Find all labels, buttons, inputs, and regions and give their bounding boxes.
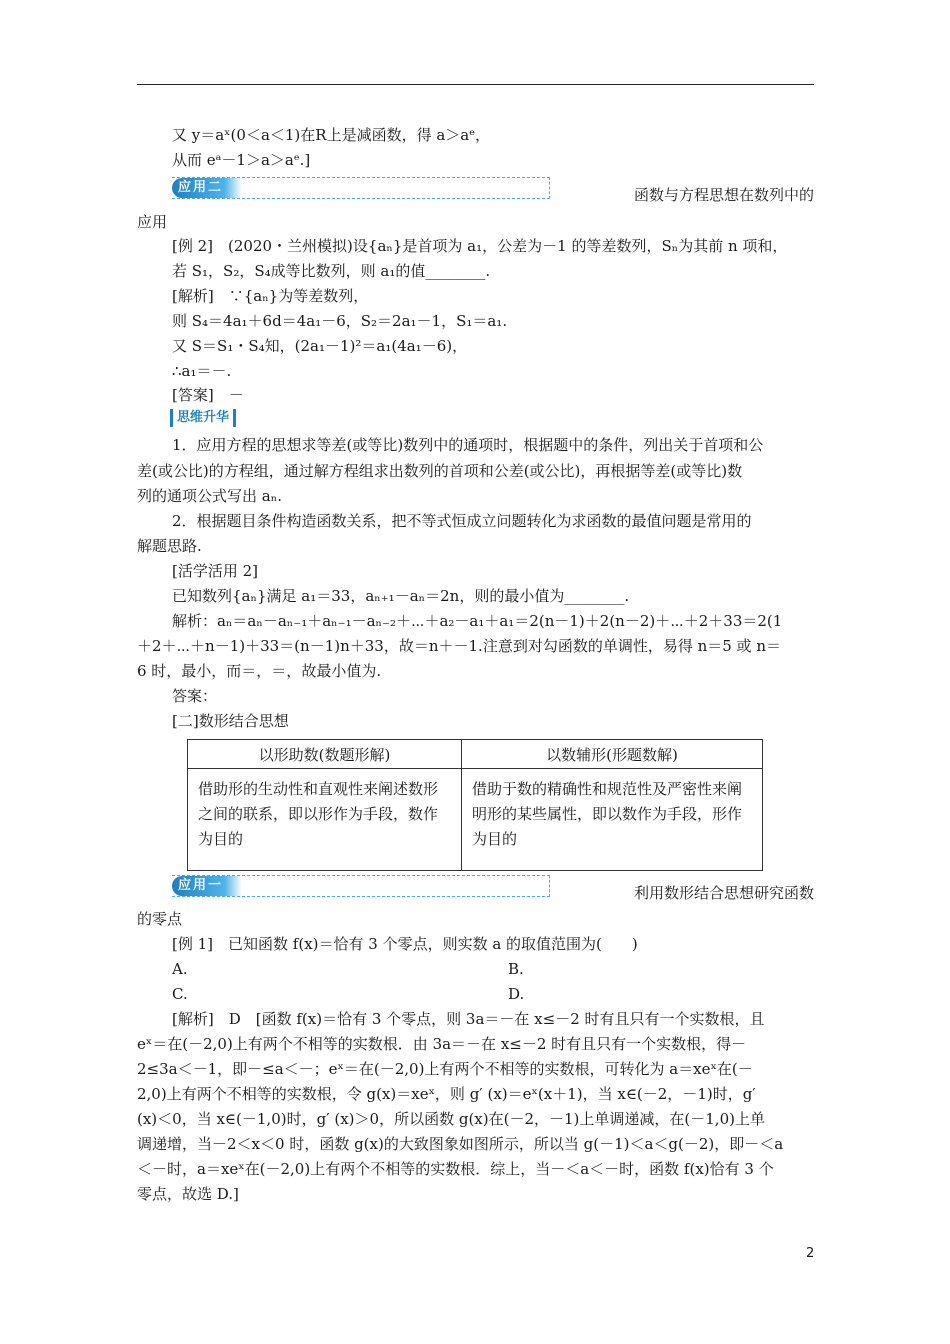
solution-line: 2≤3a＜－1，即－≤a＜－；eˣ＝在(－2,0)上有两个不相等的实数根，可转化为 a＝xeˣ在(－ — [137, 1060, 753, 1078]
application-title: 利用数形结合思想研究函数 — [633, 884, 814, 902]
option-a: A. — [172, 960, 188, 978]
table-cell: 借助形的生动性和直观性来阐述数形之间的联系，即以形作为手段，数作为目的 — [188, 769, 462, 871]
option-c: C. — [172, 985, 188, 1003]
example-line: 若 S₁，S₂，S₄成等比数列，则 a₁的值________. — [172, 262, 491, 280]
solution-line: 又 S＝S₁・S₄知，(2a₁－1)²＝a₁(4a₁－6)， — [172, 337, 468, 355]
solution-line: [解析] ∵{aₙ}为等差数列， — [172, 287, 369, 305]
text-line: 从而 eᵃ－1＞a＞aᵉ.] — [172, 151, 311, 169]
practice-line: 6 时，最小，而＝，＝，故最小值为. — [137, 662, 382, 680]
application-title: 函数与方程思想在数列中的 — [633, 186, 814, 204]
header-rule — [137, 84, 814, 85]
section-heading: [二]数形结合思想 — [172, 712, 289, 730]
table-header: 以形助数(数题形解) — [188, 740, 462, 769]
table-cell: 借助于数的精确性和规范性及严密性来阐明形的某些属性，即以数作为手段，形作为目的 — [461, 769, 762, 871]
solution-line: eˣ＝在(－2,0)上有两个不相等的实数根．由 3a＝－在 x≤－2 时有且只有一个实数根，得－ — [137, 1035, 747, 1053]
page-number: 2 — [806, 1246, 815, 1261]
table-header: 以数辅形(形题数解) — [461, 740, 762, 769]
summary-line: 1．应用方程的思想求等差(或等比)数列中的通项时，根据题中的条件，列出关于首项和公 — [172, 436, 764, 454]
text-line: 的零点 — [137, 910, 183, 928]
application-tag: 应用二 — [172, 178, 242, 198]
option-d: D. — [508, 985, 525, 1003]
practice-answer: 答案： — [172, 687, 218, 705]
example-line: [例 2] (2020・兰州模拟)设{aₙ}是首项为 a₁，公差为－1 的等差数列，Sₙ为其前 n 项和， — [172, 237, 788, 255]
practice-line: 解析：aₙ＝aₙ－aₙ₋₁＋aₙ₋₁－aₙ₋₂＋⋯＋a₂－a₁＋a₁＝2(n－1)＋2(n－2)＋⋯＋2＋33＝2(1 — [172, 612, 783, 630]
solution-line: ∴a₁＝－. — [172, 362, 232, 380]
application-tag: 应用一 — [172, 876, 242, 896]
practice-line: 已知数列{aₙ}满足 a₁＝33，aₙ₊₁－aₙ＝2n，则的最小值为________. — [172, 587, 630, 605]
solution-line: 2,0)上有两个不相等的实数根，令 g(x)＝xeˣ，则 g′ (x)＝eˣ(x＋1)，当 x∈(－2，－1)时，g′ — [137, 1085, 756, 1103]
example-line: [例 1] 已知函数 f(x)＝恰有 3 个零点，则实数 a 的取值范围为( ) — [172, 935, 638, 953]
application-banner — [172, 177, 550, 199]
thinking-upgrade-tag: 思维升华 — [170, 409, 236, 427]
summary-line: 列的通项公式写出 aₙ. — [137, 487, 282, 505]
option-b: B. — [508, 960, 524, 978]
text-line: 又 y＝aˣ(0＜a＜1)在R上是减函数，得 a＞aᵉ， — [172, 126, 491, 144]
solution-line: 调递增，当－2＜x＜0 时，函数 g(x)的大致图象如图所示，所以当 g(－1)＜a＜g(－2)，即－＜a — [137, 1135, 784, 1153]
solution-line: ＜－时，a＝xeˣ在(－2,0)上有两个不相等的实数根．综上，当－＜a＜－时，函数 f(x)恰有 3 个 — [137, 1160, 774, 1178]
solution-line: 则 S₄＝4a₁＋6d＝4a₁－6，S₂＝2a₁－1，S₁＝a₁. — [172, 312, 508, 330]
solution-line: (x)＜0，当 x∈(－1,0)时，g′ (x)＞0，所以函数 g(x)在(－2，－1)上单调递减，在(－1,0)上单 — [137, 1110, 765, 1128]
text-line: 应用 — [137, 213, 168, 231]
answer-line: [答案] － — [172, 386, 244, 404]
summary-line: 解题思路. — [137, 537, 202, 555]
practice-label: [活学活用 2] — [172, 562, 259, 580]
solution-line: [解析] D [函数 f(x)＝恰有 3 个零点，则 3a＝－在 x≤－2 时有且只有一个实数根，且 — [172, 1010, 765, 1028]
solution-line: 零点，故选 D.] — [137, 1185, 239, 1203]
summary-line: 差(或公比)的方程组，通过解方程组求出数列的首项和公差(或公比)，再根据等差(或等比)数 — [137, 462, 743, 480]
practice-line: ＋2＋⋯＋n－1)＋33＝(n－1)n＋33，故＝n＋－1.注意到对勾函数的单调性，易得 n＝5 或 n＝ — [137, 637, 781, 655]
application-banner — [172, 875, 550, 897]
comparison-table — [187, 739, 763, 871]
summary-line: 2．根据题目条件构造函数关系，把不等式恒成立问题转化为求函数的最值问题是常用的 — [172, 512, 752, 530]
